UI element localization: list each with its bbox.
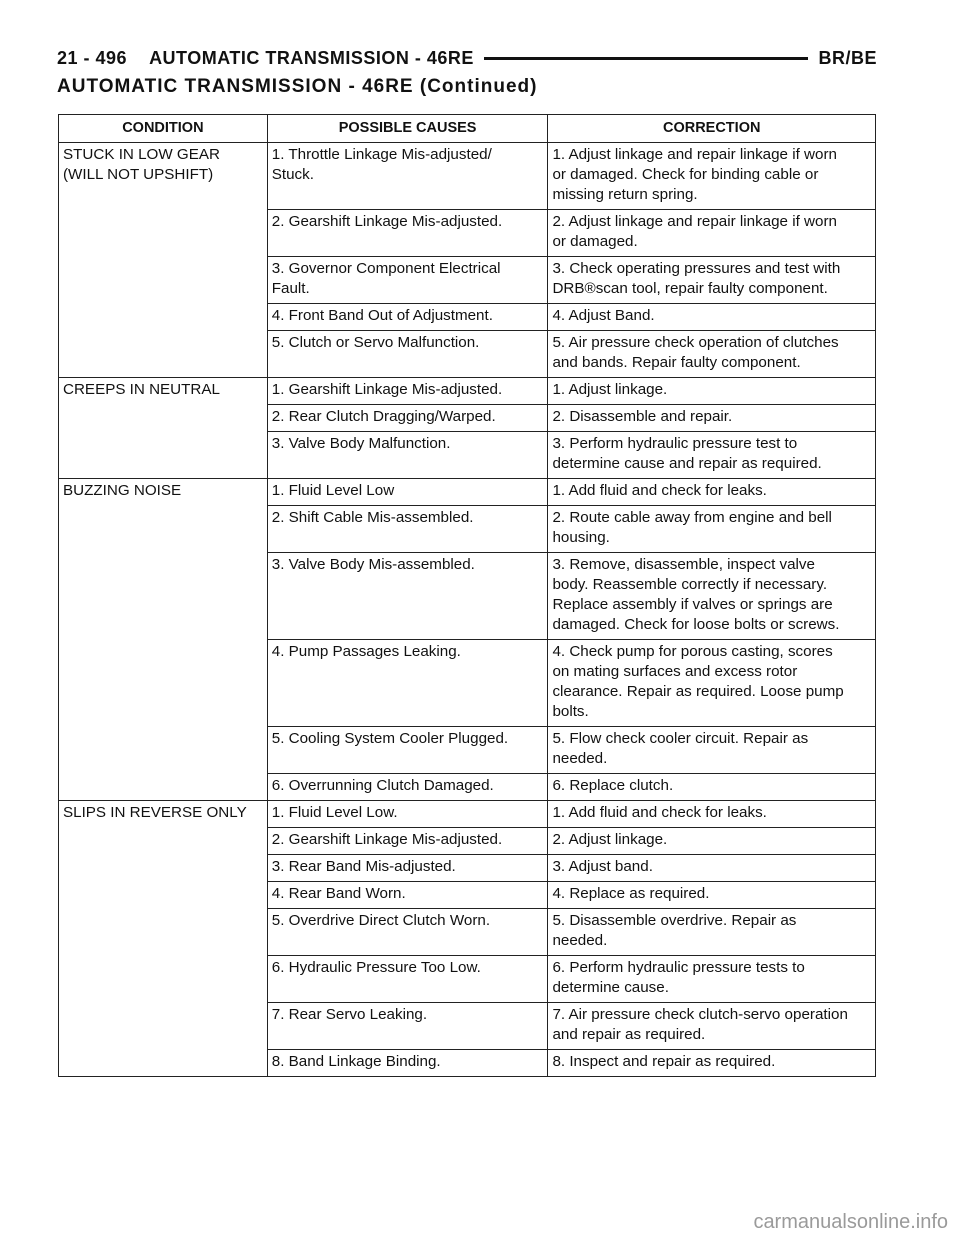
correction-cell: 4. Replace as required. (548, 882, 876, 909)
table-row (59, 143, 876, 210)
correction-cell: 2. Route cable away from engine and bell housing. (548, 506, 876, 553)
cause-cell: 5. Cooling System Cooler Plugged. (267, 727, 548, 774)
cause-cell: 2. Shift Cable Mis-assembled. (267, 506, 548, 553)
table-header-row (59, 115, 876, 143)
cause-cell: 7. Rear Servo Leaking. (267, 1003, 548, 1050)
correction-cell: 2. Adjust linkage. (548, 828, 876, 855)
correction-cell: 1. Adjust linkage. (548, 378, 876, 405)
correction-cell: 8. Inspect and repair as required. (548, 1050, 876, 1077)
watermark: carmanualsonline.info (753, 1211, 948, 1233)
correction-cell: 4. Check pump for porous casting, scores on mating surfaces and excess rotor clearance. Repair as required. Loose pump bolts. (548, 640, 876, 727)
cause-cell: 3. Governor Component Electrical Fault. (267, 257, 548, 304)
correction-cell: 1. Add fluid and check for leaks. (548, 801, 876, 828)
table-row (59, 479, 876, 506)
cause-cell: 2. Gearshift Linkage Mis-adjusted. (267, 828, 548, 855)
cause-cell: 5. Overdrive Direct Clutch Worn. (267, 909, 548, 956)
correction-cell: 5. Flow check cooler circuit. Repair as needed. (548, 727, 876, 774)
column-header-condition: CONDITION (59, 115, 268, 143)
correction-cell: 2. Adjust linkage and repair linkage if worn or damaged. (548, 210, 876, 257)
table-body (59, 143, 876, 1077)
correction-cell: 6. Replace clutch. (548, 774, 876, 801)
model-code: BR/BE (818, 47, 877, 68)
correction-cell: 3. Adjust band. (548, 855, 876, 882)
condition-cell: CREEPS IN NEUTRAL (59, 378, 268, 479)
cause-cell: 6. Overrunning Clutch Damaged. (267, 774, 548, 801)
correction-cell: 5. Air pressure check operation of clutches and bands. Repair faulty component. (548, 331, 876, 378)
correction-cell: 5. Disassemble overdrive. Repair as needed. (548, 909, 876, 956)
correction-cell: 3. Remove, disassemble, inspect valve body. Reassemble correctly if necessary. Replace assembly if valves or springs are damaged. Check for loose bolts or screws. (548, 553, 876, 640)
correction-cell: 2. Disassemble and repair. (548, 405, 876, 432)
cause-cell: 1. Fluid Level Low (267, 479, 548, 506)
correction-cell: 1. Add fluid and check for leaks. (548, 479, 876, 506)
cause-cell: 2. Rear Clutch Dragging/Warped. (267, 405, 548, 432)
cause-cell: 8. Band Linkage Binding. (267, 1050, 548, 1077)
correction-cell: 7. Air pressure check clutch-servo operation and repair as required. (548, 1003, 876, 1050)
cause-cell: 2. Gearshift Linkage Mis-adjusted. (267, 210, 548, 257)
cause-cell: 4. Pump Passages Leaking. (267, 640, 548, 727)
column-header-correction: CORRECTION (548, 115, 876, 143)
condition-cell: BUZZING NOISE (59, 479, 268, 801)
cause-cell: 4. Rear Band Worn. (267, 882, 548, 909)
cause-cell: 3. Valve Body Malfunction. (267, 432, 548, 479)
section-title: AUTOMATIC TRANSMISSION - 46RE (149, 47, 474, 68)
column-header-causes: POSSIBLE CAUSES (267, 115, 548, 143)
header-rule (484, 57, 809, 60)
cause-cell: 4. Front Band Out of Adjustment. (267, 304, 548, 331)
cause-cell: 1. Gearshift Linkage Mis-adjusted. (267, 378, 548, 405)
condition-cell: SLIPS IN REVERSE ONLY (59, 801, 268, 1077)
page-reference: 21 - 496 (57, 47, 128, 68)
correction-cell: 6. Perform hydraulic pressure tests to determine cause. (548, 956, 876, 1003)
cause-cell: 3. Rear Band Mis-adjusted. (267, 855, 548, 882)
correction-cell: 3. Check operating pressures and test with DRB®scan tool, repair faulty component. (548, 257, 876, 304)
page-subtitle: AUTOMATIC TRANSMISSION - 46RE (Continued) (57, 76, 538, 97)
cause-cell: 5. Clutch or Servo Malfunction. (267, 331, 548, 378)
condition-cell: STUCK IN LOW GEAR (WILL NOT UPSHIFT) (59, 143, 268, 378)
cause-cell: 1. Fluid Level Low. (267, 801, 548, 828)
cause-cell: 3. Valve Body Mis-assembled. (267, 553, 548, 640)
table-row (59, 378, 876, 405)
cause-cell: 1. Throttle Linkage Mis-adjusted/ Stuck. (267, 143, 548, 210)
diagnosis-table (58, 114, 876, 1077)
correction-cell: 1. Adjust linkage and repair linkage if worn or damaged. Check for binding cable or missing return spring. (548, 143, 876, 210)
correction-cell: 3. Perform hydraulic pressure test to determine cause and repair as required. (548, 432, 876, 479)
table-row (59, 801, 876, 828)
page-header (57, 44, 877, 72)
correction-cell: 4. Adjust Band. (548, 304, 876, 331)
cause-cell: 6. Hydraulic Pressure Too Low. (267, 956, 548, 1003)
